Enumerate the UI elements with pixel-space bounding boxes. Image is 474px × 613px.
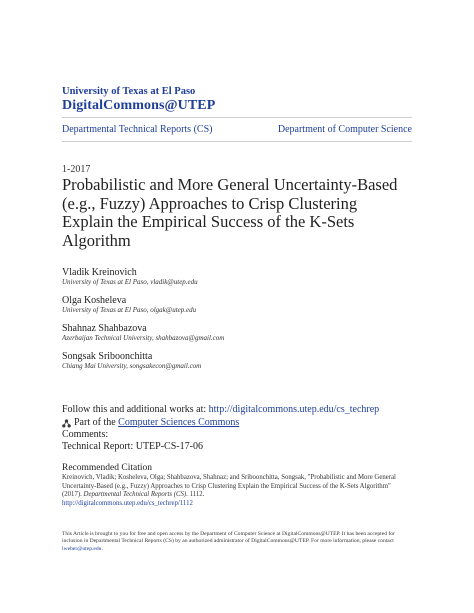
part-of-line [74, 417, 239, 428]
part-of-text: Part of the [74, 417, 119, 428]
author-name: Shahnaz Shahbazova [62, 323, 147, 334]
author-block-1 [62, 267, 198, 286]
author-name: Olga Kosheleva [62, 295, 127, 306]
follow-line [62, 404, 379, 415]
citation-text: Kreinovich, Vladik; Kosheleva, Olga; Shahbazova, Shahnaz; and Sriboonchitta, Songsak, "Probabilistic and More General Uncertainty-Based (e.g., Fuzzy) Approaches to Crisp Clustering Explain the Empirical Success of the K-Sets Algorithm" (2017). [62, 474, 396, 499]
department-link[interactable]: Department of Computer Science [277, 124, 412, 135]
author-affiliation: University of Texas at El Paso, vladik@utep.edu [62, 278, 198, 286]
citation-series: Departmental Technical Reports (CS) [83, 491, 187, 499]
footer-text: This Article is brought to you for free and open access by the Department of Computer Science at DigitalCommons@UTEP. It has been accepted for inclusion in Departmental Technical Reports (CS) by an authorized administrator of DigitalCommons@UTEP. For more information, please contact [62, 531, 395, 545]
citation-heading: Recommended Citation [62, 463, 152, 473]
author-affiliation: Azerbaijan Technical University, shahbazova@gmail.com [62, 334, 225, 342]
computer-sciences-commons-link[interactable]: Computer Sciences Commons [118, 417, 240, 428]
comments-label: Comments: [62, 429, 109, 440]
footer-end: . [101, 545, 103, 552]
network-icon [62, 419, 71, 428]
author-affiliation: Chiang Mai University, songsakecon@gmail.com [62, 362, 202, 370]
author-block-3 [62, 323, 224, 342]
author-affiliation: University of Texas at El Paso, olgak@utep.edu [62, 306, 197, 314]
author-block-2 [62, 295, 196, 314]
header-rule-bottom [62, 141, 412, 142]
citation-number: . 1112. [186, 491, 205, 499]
publication-date: 1-2017 [62, 164, 91, 175]
citation-body [62, 474, 412, 508]
departmental-reports-link[interactable]: Departmental Technical Reports (CS) [62, 124, 213, 135]
author-block-4 [62, 351, 201, 370]
document-title: Probabilistic and More General Uncertainty-Based (e.g., Fuzzy) Approaches to Crisp Clustering Explain the Empirical Success of the K-Sets Algorithm [62, 175, 398, 250]
header-rule-top [62, 117, 412, 118]
footer-notice [62, 531, 412, 553]
institution-name[interactable]: University of Texas at El Paso [62, 86, 196, 97]
repository-name[interactable]: DigitalCommons@UTEP [62, 98, 216, 113]
author-name: Vladik Kreinovich [62, 267, 137, 278]
citation-url-link[interactable]: http://digitalcommons.utep.edu/cs_techrep/1112 [62, 499, 193, 507]
comments-value: Technical Report: UTEP-CS-17-06 [62, 441, 203, 452]
author-name: Songsak Sriboonchitta [62, 351, 153, 362]
collection-url-link[interactable]: http://digitalcommons.utep.edu/cs_techrep [208, 404, 380, 415]
follow-text: Follow this and additional works at: [62, 404, 209, 415]
contact-email-link[interactable]: lweber@utep.edu [62, 545, 102, 552]
